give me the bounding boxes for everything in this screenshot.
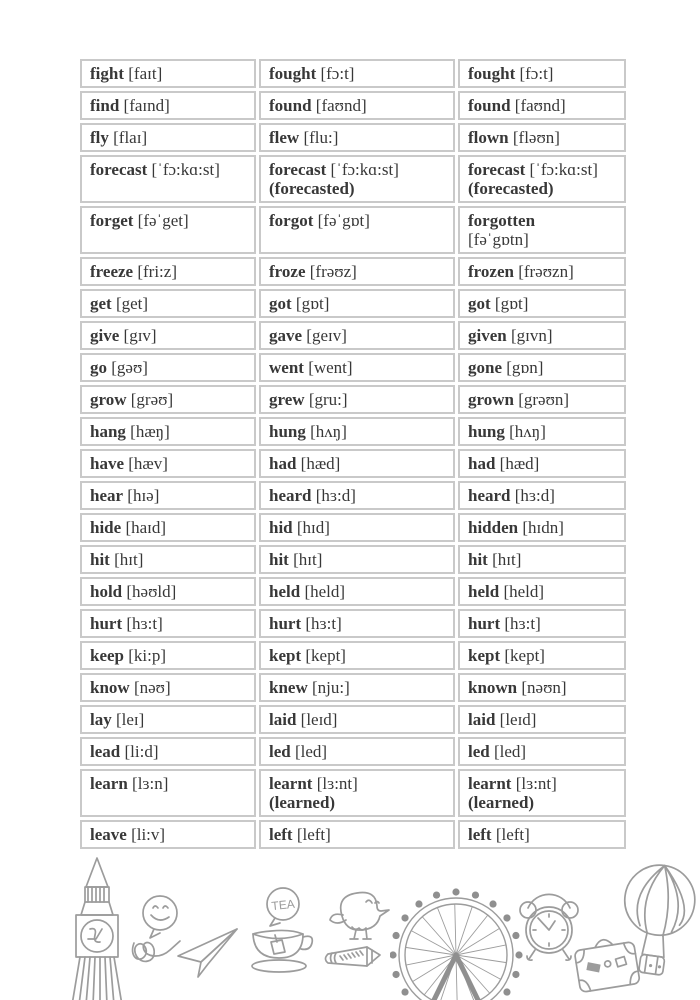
verb-cell bbox=[80, 577, 256, 606]
verb-text: held bbox=[468, 582, 500, 601]
verb-cell bbox=[458, 59, 626, 88]
verb-cell bbox=[80, 206, 256, 254]
ipa-text: [hæd] bbox=[300, 454, 341, 473]
verb-cell bbox=[259, 641, 455, 670]
verb-cell bbox=[458, 513, 626, 542]
verb-text: forecast bbox=[269, 160, 327, 179]
verb-text: give bbox=[90, 326, 120, 345]
ipa-text: [hæŋ] bbox=[130, 422, 170, 441]
verb-cell bbox=[259, 673, 455, 702]
ipa-text: [faʊnd] bbox=[514, 96, 566, 115]
ipa-text: [ˈfɔ:kɑ:st] bbox=[330, 160, 399, 179]
ipa-text: [held] bbox=[503, 582, 545, 601]
ipa-text: [nju:] bbox=[311, 678, 350, 697]
verb-text: frozen bbox=[468, 262, 514, 281]
verb-text: hide bbox=[90, 518, 122, 537]
verb-text: hit bbox=[269, 550, 289, 569]
table-row bbox=[80, 673, 626, 702]
verb-text: fly bbox=[90, 128, 109, 147]
verb-cell bbox=[458, 417, 626, 446]
verb-cell bbox=[259, 769, 455, 817]
verb-table-body bbox=[80, 59, 626, 849]
verb-text: forgotten bbox=[468, 211, 536, 230]
verb-text: learnt bbox=[269, 774, 313, 793]
verb-text: hurt bbox=[269, 614, 302, 633]
ipa-text: [faʊnd] bbox=[315, 96, 367, 115]
ipa-text: [fɔ:t] bbox=[519, 64, 554, 83]
table-row bbox=[80, 513, 626, 542]
verb-cell bbox=[259, 545, 455, 574]
table-row bbox=[80, 289, 626, 318]
verb-cell bbox=[458, 206, 626, 254]
verb-cell bbox=[458, 385, 626, 414]
verb-cell bbox=[80, 257, 256, 286]
ipa-text: [həʊld] bbox=[126, 582, 177, 601]
verb-cell bbox=[80, 417, 256, 446]
verb-text: learnt bbox=[468, 774, 512, 793]
table-row bbox=[80, 385, 626, 414]
verb-cell bbox=[458, 545, 626, 574]
verb-cell bbox=[259, 59, 455, 88]
ipa-text: [fɔ:t] bbox=[320, 64, 355, 83]
ipa-text: [frəʊz] bbox=[309, 262, 357, 281]
table-row bbox=[80, 481, 626, 510]
ipa-text: [ˈfɔ:kɑ:st] bbox=[151, 160, 220, 179]
verb-text: kept bbox=[269, 646, 302, 665]
table-row bbox=[80, 91, 626, 120]
ipa-text: [fəˈgɒt] bbox=[317, 211, 370, 230]
verb-cell bbox=[458, 673, 626, 702]
ipa-text: [hæv] bbox=[128, 454, 168, 473]
table-row bbox=[80, 123, 626, 152]
verb-cell bbox=[259, 385, 455, 414]
ipa-text: [hɪt] bbox=[114, 550, 144, 569]
verb-text: heard bbox=[468, 486, 511, 505]
verb-text: grown bbox=[468, 390, 514, 409]
ipa-text: [kept] bbox=[305, 646, 346, 665]
ipa-text: [hɜ:t] bbox=[305, 614, 342, 633]
verb-cell bbox=[259, 820, 455, 849]
verb-text: hit bbox=[90, 550, 110, 569]
verb-text: went bbox=[269, 358, 304, 377]
ipa-text: [gəʊ] bbox=[111, 358, 148, 377]
table-row bbox=[80, 321, 626, 350]
ipa-text: [held] bbox=[304, 582, 346, 601]
verb-cell bbox=[80, 59, 256, 88]
ipa-text: [went] bbox=[308, 358, 353, 377]
verb-text: flown bbox=[468, 128, 509, 147]
verb-text: heard bbox=[269, 486, 312, 505]
verb-cell bbox=[259, 353, 455, 382]
verb-text: hang bbox=[90, 422, 126, 441]
ipa-text: [hʌŋ] bbox=[310, 422, 347, 441]
verb-text: go bbox=[90, 358, 107, 377]
verb-cell bbox=[80, 705, 256, 734]
ipa-text: [grəʊ] bbox=[130, 390, 174, 409]
verb-text: know bbox=[90, 678, 130, 697]
ipa-text: [leɪd] bbox=[300, 710, 338, 729]
ipa-text: [lɜ:n] bbox=[132, 774, 169, 793]
tea-cup-icon bbox=[241, 886, 317, 980]
ipa-text: [gɪvn] bbox=[510, 326, 553, 345]
ipa-text: [leɪ] bbox=[115, 710, 145, 729]
verb-cell bbox=[458, 609, 626, 638]
verb-cell bbox=[458, 449, 626, 478]
verb-cell bbox=[80, 820, 256, 849]
verb-cell bbox=[458, 641, 626, 670]
verb-text: fight bbox=[90, 64, 124, 83]
verb-cell bbox=[80, 737, 256, 766]
ipa-text: [hɜ:d] bbox=[315, 486, 356, 505]
alt-form-text: (forecasted) bbox=[269, 179, 355, 198]
table-row bbox=[80, 206, 626, 254]
table-row bbox=[80, 155, 626, 203]
ipa-text: [ki:p] bbox=[128, 646, 167, 665]
ipa-text: [flaɪ] bbox=[113, 128, 148, 147]
verb-text: hold bbox=[90, 582, 123, 601]
ipa-text: [frəʊzn] bbox=[518, 262, 574, 281]
ipa-text: [ˈfɔ:kɑ:st] bbox=[529, 160, 598, 179]
verb-cell bbox=[80, 91, 256, 120]
ipa-text: [grəʊn] bbox=[518, 390, 570, 409]
verb-text: left bbox=[468, 825, 492, 844]
verb-cell bbox=[458, 820, 626, 849]
verb-cell bbox=[80, 769, 256, 817]
verb-text: hung bbox=[468, 422, 505, 441]
verb-text: hid bbox=[269, 518, 293, 537]
verb-cell bbox=[259, 289, 455, 318]
ipa-text: [geɪv] bbox=[306, 326, 347, 345]
table-row bbox=[80, 545, 626, 574]
ipa-text: [fəˈgɒtn] bbox=[468, 230, 529, 249]
ferris-wheel-icon bbox=[390, 866, 526, 1000]
verb-text: have bbox=[90, 454, 124, 473]
table-row bbox=[80, 705, 626, 734]
table-row bbox=[80, 769, 626, 817]
verb-text: froze bbox=[269, 262, 306, 281]
verb-text: forget bbox=[90, 211, 134, 230]
table-row bbox=[80, 820, 626, 849]
verb-text: laid bbox=[269, 710, 297, 729]
verb-cell bbox=[259, 155, 455, 203]
verb-cell bbox=[80, 155, 256, 203]
ipa-text: [nəʊ] bbox=[133, 678, 171, 697]
ipa-text: [leɪd] bbox=[499, 710, 537, 729]
hot-air-balloon-icon bbox=[615, 860, 699, 990]
verb-text: had bbox=[269, 454, 297, 473]
verb-text: laid bbox=[468, 710, 496, 729]
verb-cell bbox=[259, 737, 455, 766]
ipa-text: [gɒt] bbox=[295, 294, 330, 313]
verb-cell bbox=[80, 481, 256, 510]
ipa-text: [hɪt] bbox=[293, 550, 323, 569]
verb-text: learn bbox=[90, 774, 128, 793]
verb-cell bbox=[259, 91, 455, 120]
table-row bbox=[80, 641, 626, 670]
verb-text: led bbox=[269, 742, 291, 761]
verb-cell bbox=[458, 289, 626, 318]
verb-text: got bbox=[269, 294, 292, 313]
verb-cell bbox=[458, 705, 626, 734]
ipa-text: [kept] bbox=[504, 646, 545, 665]
table-row bbox=[80, 417, 626, 446]
verb-text: flew bbox=[269, 128, 300, 147]
table-row bbox=[80, 59, 626, 88]
verb-text: lay bbox=[90, 710, 112, 729]
verb-cell bbox=[458, 155, 626, 203]
verb-text: had bbox=[468, 454, 496, 473]
verb-text: given bbox=[468, 326, 507, 345]
verb-text: fought bbox=[468, 64, 516, 83]
ipa-text: [fləʊn] bbox=[512, 128, 560, 147]
bird-icon bbox=[326, 886, 394, 948]
alt-form-text: (forecasted) bbox=[468, 179, 554, 198]
table-row bbox=[80, 257, 626, 286]
verb-cell bbox=[259, 206, 455, 254]
verb-cell bbox=[458, 91, 626, 120]
verb-text: got bbox=[468, 294, 491, 313]
verb-cell bbox=[458, 769, 626, 817]
ipa-text: [left] bbox=[495, 825, 530, 844]
verb-cell bbox=[458, 481, 626, 510]
ipa-text: [fri:z] bbox=[137, 262, 177, 281]
verb-text: knew bbox=[269, 678, 308, 697]
verb-text: hit bbox=[468, 550, 488, 569]
verb-cell bbox=[259, 481, 455, 510]
verb-text: keep bbox=[90, 646, 124, 665]
table-row bbox=[80, 609, 626, 638]
verb-text: gone bbox=[468, 358, 502, 377]
verb-text: hung bbox=[269, 422, 306, 441]
verb-text: forgot bbox=[269, 211, 314, 230]
verb-cell bbox=[458, 257, 626, 286]
ipa-text: [hʌŋ] bbox=[509, 422, 546, 441]
ipa-text: [hæd] bbox=[499, 454, 540, 473]
verb-text: gave bbox=[269, 326, 303, 345]
ipa-text: [li:d] bbox=[124, 742, 159, 761]
ipa-text: [gɒn] bbox=[506, 358, 544, 377]
verb-cell bbox=[80, 321, 256, 350]
ipa-text: [lɜ:nt] bbox=[515, 774, 557, 793]
ipa-text: [haɪd] bbox=[125, 518, 167, 537]
verb-text: freeze bbox=[90, 262, 134, 281]
ipa-text: [gɒt] bbox=[494, 294, 529, 313]
ipa-text: [faɪt] bbox=[128, 64, 163, 83]
verb-cell bbox=[80, 289, 256, 318]
ipa-text: [fəˈget] bbox=[137, 211, 189, 230]
alt-form-text: (learned) bbox=[269, 793, 336, 812]
verb-text: lead bbox=[90, 742, 121, 761]
table-row bbox=[80, 449, 626, 478]
ipa-text: [li:v] bbox=[131, 825, 166, 844]
verb-text: left bbox=[269, 825, 293, 844]
tea-label: TEA bbox=[270, 896, 296, 914]
verb-text: held bbox=[269, 582, 301, 601]
verb-text: leave bbox=[90, 825, 127, 844]
ipa-text: [hɪdn] bbox=[522, 518, 564, 537]
verb-cell bbox=[80, 673, 256, 702]
verb-cell bbox=[259, 417, 455, 446]
ipa-text: [faɪnd] bbox=[123, 96, 170, 115]
irregular-verbs-table bbox=[77, 56, 629, 852]
verb-cell bbox=[80, 385, 256, 414]
table-row bbox=[80, 577, 626, 606]
verb-cell bbox=[80, 545, 256, 574]
alt-form-text: (learned) bbox=[468, 793, 535, 812]
verb-text: grow bbox=[90, 390, 127, 409]
verb-cell bbox=[458, 123, 626, 152]
verb-text: hurt bbox=[90, 614, 123, 633]
verb-text: known bbox=[468, 678, 518, 697]
verb-text: found bbox=[468, 96, 511, 115]
ipa-text: [lɜ:nt] bbox=[316, 774, 358, 793]
ipa-text: [hɜ:t] bbox=[126, 614, 163, 633]
ipa-text: [hɪd] bbox=[296, 518, 330, 537]
verb-text: grew bbox=[269, 390, 305, 409]
verb-text: hurt bbox=[468, 614, 501, 633]
ipa-text: [nəʊn] bbox=[521, 678, 567, 697]
verb-cell bbox=[259, 705, 455, 734]
verb-cell bbox=[80, 123, 256, 152]
verb-cell bbox=[458, 353, 626, 382]
ipa-text: [get] bbox=[115, 294, 149, 313]
verb-cell bbox=[259, 609, 455, 638]
verb-cell bbox=[259, 513, 455, 542]
verb-cell bbox=[458, 577, 626, 606]
verb-text: hidden bbox=[468, 518, 519, 537]
verb-cell bbox=[458, 737, 626, 766]
verb-cell bbox=[458, 321, 626, 350]
verb-cell bbox=[80, 353, 256, 382]
ipa-text: [gru:] bbox=[308, 390, 348, 409]
verb-text: forecast bbox=[468, 160, 526, 179]
verb-cell bbox=[80, 449, 256, 478]
ipa-text: [led] bbox=[294, 742, 328, 761]
pencil-icon bbox=[320, 940, 386, 978]
ipa-text: [gɪv] bbox=[123, 326, 157, 345]
verb-cell bbox=[259, 577, 455, 606]
doodle-squiggle bbox=[133, 941, 180, 961]
table-row bbox=[80, 353, 626, 382]
table-row bbox=[80, 737, 626, 766]
ferris-wheel-rim bbox=[390, 888, 523, 1000]
ipa-text: [hɜ:t] bbox=[504, 614, 541, 633]
verb-cell bbox=[259, 449, 455, 478]
verb-cell bbox=[80, 609, 256, 638]
verb-text: forecast bbox=[90, 160, 148, 179]
verb-cell bbox=[80, 513, 256, 542]
ipa-text: [hɪt] bbox=[492, 550, 522, 569]
ipa-text: [led] bbox=[493, 742, 527, 761]
verb-text: fought bbox=[269, 64, 317, 83]
verb-text: get bbox=[90, 294, 112, 313]
ipa-text: [hɜ:d] bbox=[514, 486, 555, 505]
verb-cell bbox=[259, 321, 455, 350]
paper-plane-icon bbox=[176, 922, 240, 980]
verb-text: led bbox=[468, 742, 490, 761]
verb-text: find bbox=[90, 96, 120, 115]
verb-cell bbox=[80, 641, 256, 670]
verb-text: kept bbox=[468, 646, 501, 665]
ipa-text: [left] bbox=[296, 825, 331, 844]
ipa-text: [hɪə] bbox=[127, 486, 160, 505]
verb-text: found bbox=[269, 96, 312, 115]
verb-text: hear bbox=[90, 486, 124, 505]
verb-cell bbox=[259, 257, 455, 286]
verb-cell bbox=[259, 123, 455, 152]
ipa-text: [flu:] bbox=[303, 128, 339, 147]
